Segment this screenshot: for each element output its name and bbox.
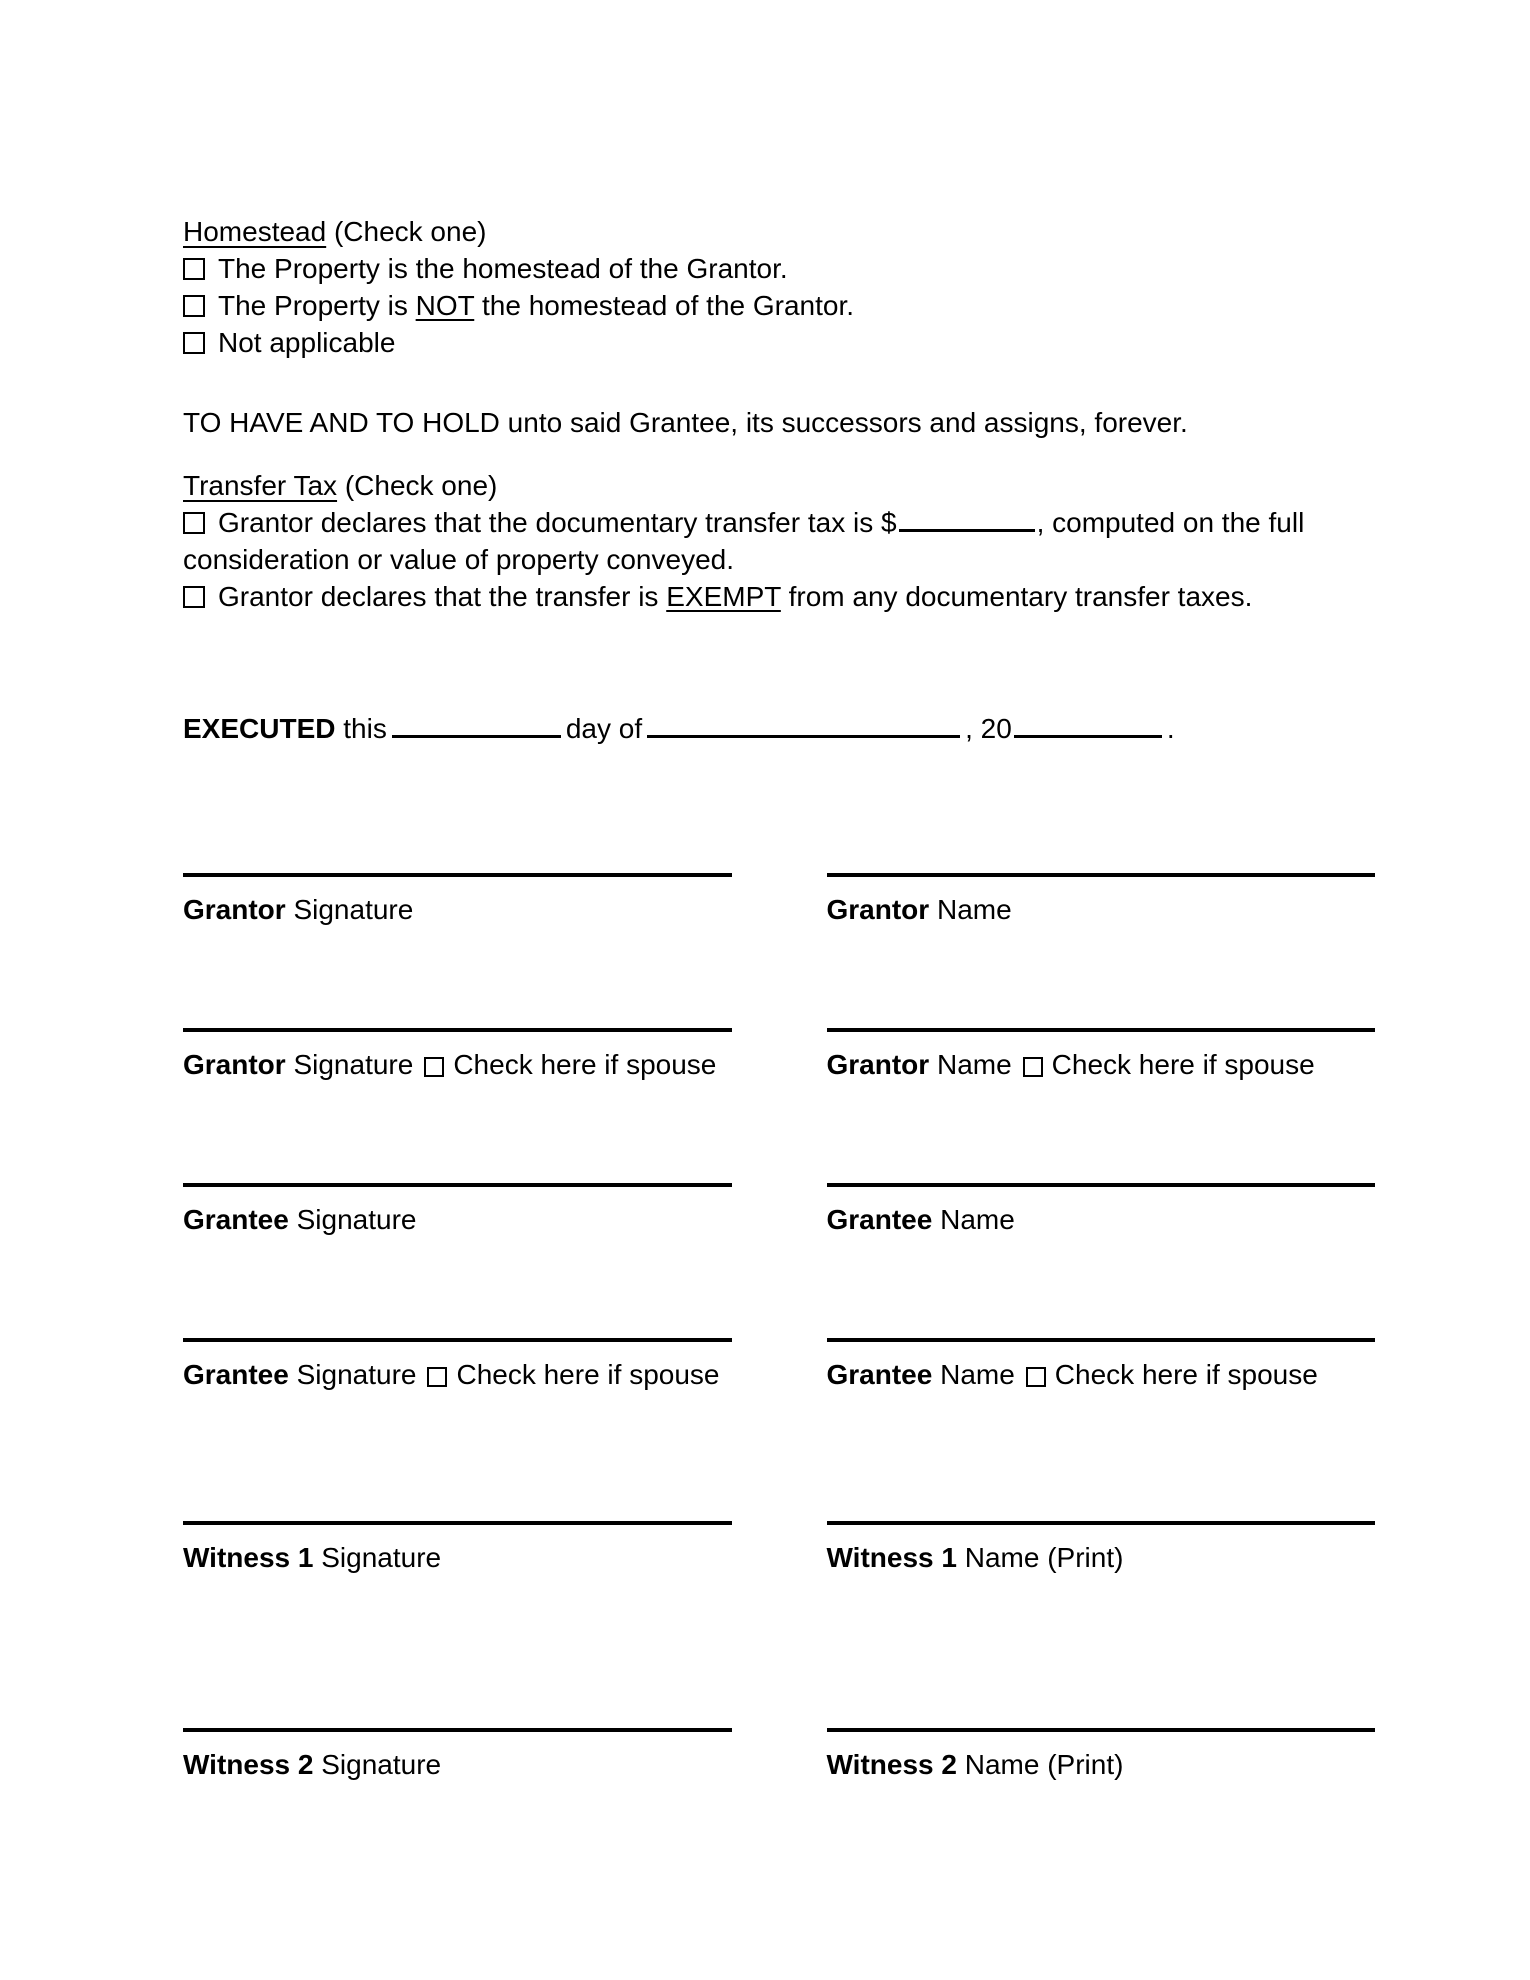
- grantor-spouse-name-slot: [827, 1028, 1376, 1082]
- homestead-checkbox-3[interactable]: [183, 332, 205, 354]
- homestead-section: [183, 213, 1375, 361]
- homestead-option-1-text: The Property is the homestead of the Grantor.: [218, 253, 788, 284]
- witness-1-name-line[interactable]: [827, 1521, 1376, 1525]
- signature-grid: [183, 873, 1375, 1782]
- executed-statement: EXECUTED this day of , 20 .: [183, 713, 1175, 744]
- spouse-checkbox[interactable]: [424, 1057, 444, 1077]
- witness-2-signature-line[interactable]: [183, 1728, 732, 1732]
- witness-2-signature-slot: [183, 1728, 732, 1782]
- grantor-spouse-signature-line[interactable]: [183, 1028, 732, 1032]
- witness-1-signature-label: Witness 1 Signature: [183, 1542, 442, 1573]
- tax-amount-blank[interactable]: [899, 510, 1035, 532]
- homestead-option-3-text: Not applicable: [218, 327, 396, 358]
- grantor-spouse-name-line[interactable]: [827, 1028, 1376, 1032]
- signature-row-grantee: [183, 1183, 1375, 1237]
- homestead-option-2: The Property is NOT the homestead of the Grantor.: [183, 287, 1375, 324]
- execution-day-blank[interactable]: [392, 716, 561, 738]
- homestead-option-2-text: The Property is: [218, 290, 416, 321]
- grantor-spouse-signature-label: Grantor Signature Check here if spouse: [183, 1049, 717, 1080]
- signature-row-grantee-spouse: [183, 1338, 1375, 1392]
- grantee-spouse-signature-line[interactable]: [183, 1338, 732, 1342]
- grantee-name-label: Grantee Name: [826, 1204, 1015, 1235]
- grantee-name-line[interactable]: [827, 1183, 1376, 1187]
- homestead-checkbox-2[interactable]: [183, 295, 205, 317]
- grantee-spouse-signature-slot: [183, 1338, 732, 1392]
- signature-row-grantor: [183, 873, 1375, 927]
- transfer-tax-option-full-pre: Grantor declares that the documentary transfer tax is $: [218, 507, 897, 538]
- transfer-tax-option-exempt-post: from any documentary transfer taxes.: [780, 581, 1253, 612]
- transfer-tax-option-exempt: [183, 578, 1375, 615]
- witness-1-signature-line[interactable]: [183, 1521, 732, 1525]
- homestead-option-3: [183, 324, 1375, 361]
- transfer-tax-section: [183, 467, 1375, 615]
- witness-2-name-slot: [827, 1728, 1376, 1782]
- grantor-signature-slot: [183, 873, 732, 927]
- grantor-name-slot: [827, 873, 1376, 927]
- witness-2-signature-label: Witness 2 Signature: [183, 1749, 442, 1780]
- spouse-checkbox[interactable]: [1023, 1057, 1043, 1077]
- grantor-signature-label: Grantor Signature: [183, 894, 414, 925]
- not-underlined: NOT: [415, 290, 475, 321]
- witness-2-name-line[interactable]: [827, 1728, 1376, 1732]
- grantee-signature-slot: [183, 1183, 732, 1237]
- witness-1-signature-slot: [183, 1521, 732, 1575]
- habendum-clause: TO HAVE AND TO HOLD unto said Grantee, its successors and assigns, forever.: [183, 407, 1188, 438]
- witness-1-name-slot: [827, 1521, 1376, 1575]
- grantee-spouse-name-line[interactable]: [827, 1338, 1376, 1342]
- document-page: [183, 0, 1375, 1782]
- execution-year-blank[interactable]: [1014, 716, 1162, 738]
- grantor-spouse-name-label: Grantor Name Check here if spouse: [826, 1049, 1315, 1080]
- homestead-heading: [183, 213, 1375, 250]
- transfer-tax-option-full-post: , computed on the full consideration or value of property conveyed.: [183, 507, 1305, 575]
- homestead-heading-title: Homestead: [183, 216, 327, 247]
- witness-2-name-label: Witness 2 Name (Print): [826, 1749, 1124, 1780]
- grantor-name-label: Grantor Name: [826, 894, 1012, 925]
- homestead-option-1: [183, 250, 1375, 287]
- transfer-tax-heading: [183, 467, 1375, 504]
- grantee-spouse-name-label: Grantee Name Check here if spouse: [826, 1359, 1318, 1390]
- grantee-name-slot: [827, 1183, 1376, 1237]
- signature-row-witness-1: [183, 1521, 1375, 1575]
- transfer-tax-checkbox-full[interactable]: [183, 512, 205, 534]
- day-of-label: day of: [565, 713, 643, 744]
- execution-month-blank[interactable]: [647, 716, 960, 738]
- transfer-tax-heading-title: Transfer Tax: [183, 470, 338, 501]
- grantee-spouse-name-slot: [827, 1338, 1376, 1392]
- exempt-underlined: EXEMPT: [666, 581, 781, 612]
- signature-row-witness-2: [183, 1728, 1375, 1782]
- homestead-checkbox-1[interactable]: [183, 258, 205, 280]
- executed-label: EXECUTED: [183, 713, 336, 744]
- transfer-tax-option-exempt-pre: Grantor declares that the transfer is: [218, 581, 667, 612]
- witness-1-name-label: Witness 1 Name (Print): [826, 1542, 1124, 1573]
- transfer-tax-heading-suffix: (Check one): [337, 470, 498, 501]
- grantor-name-line[interactable]: [827, 873, 1376, 877]
- signature-row-grantor-spouse: [183, 1028, 1375, 1082]
- grantee-signature-label: Grantee Signature: [183, 1204, 417, 1235]
- grantor-signature-line[interactable]: [183, 873, 732, 877]
- transfer-tax-option-full: [183, 504, 1375, 578]
- grantee-spouse-signature-label: Grantee Signature Check here if spouse: [183, 1359, 720, 1390]
- transfer-tax-checkbox-exempt[interactable]: [183, 586, 205, 608]
- homestead-heading-suffix: (Check one): [326, 216, 487, 247]
- spouse-checkbox[interactable]: [1026, 1367, 1046, 1387]
- grantor-spouse-signature-slot: [183, 1028, 732, 1082]
- grantee-signature-line[interactable]: [183, 1183, 732, 1187]
- spouse-checkbox[interactable]: [427, 1367, 447, 1387]
